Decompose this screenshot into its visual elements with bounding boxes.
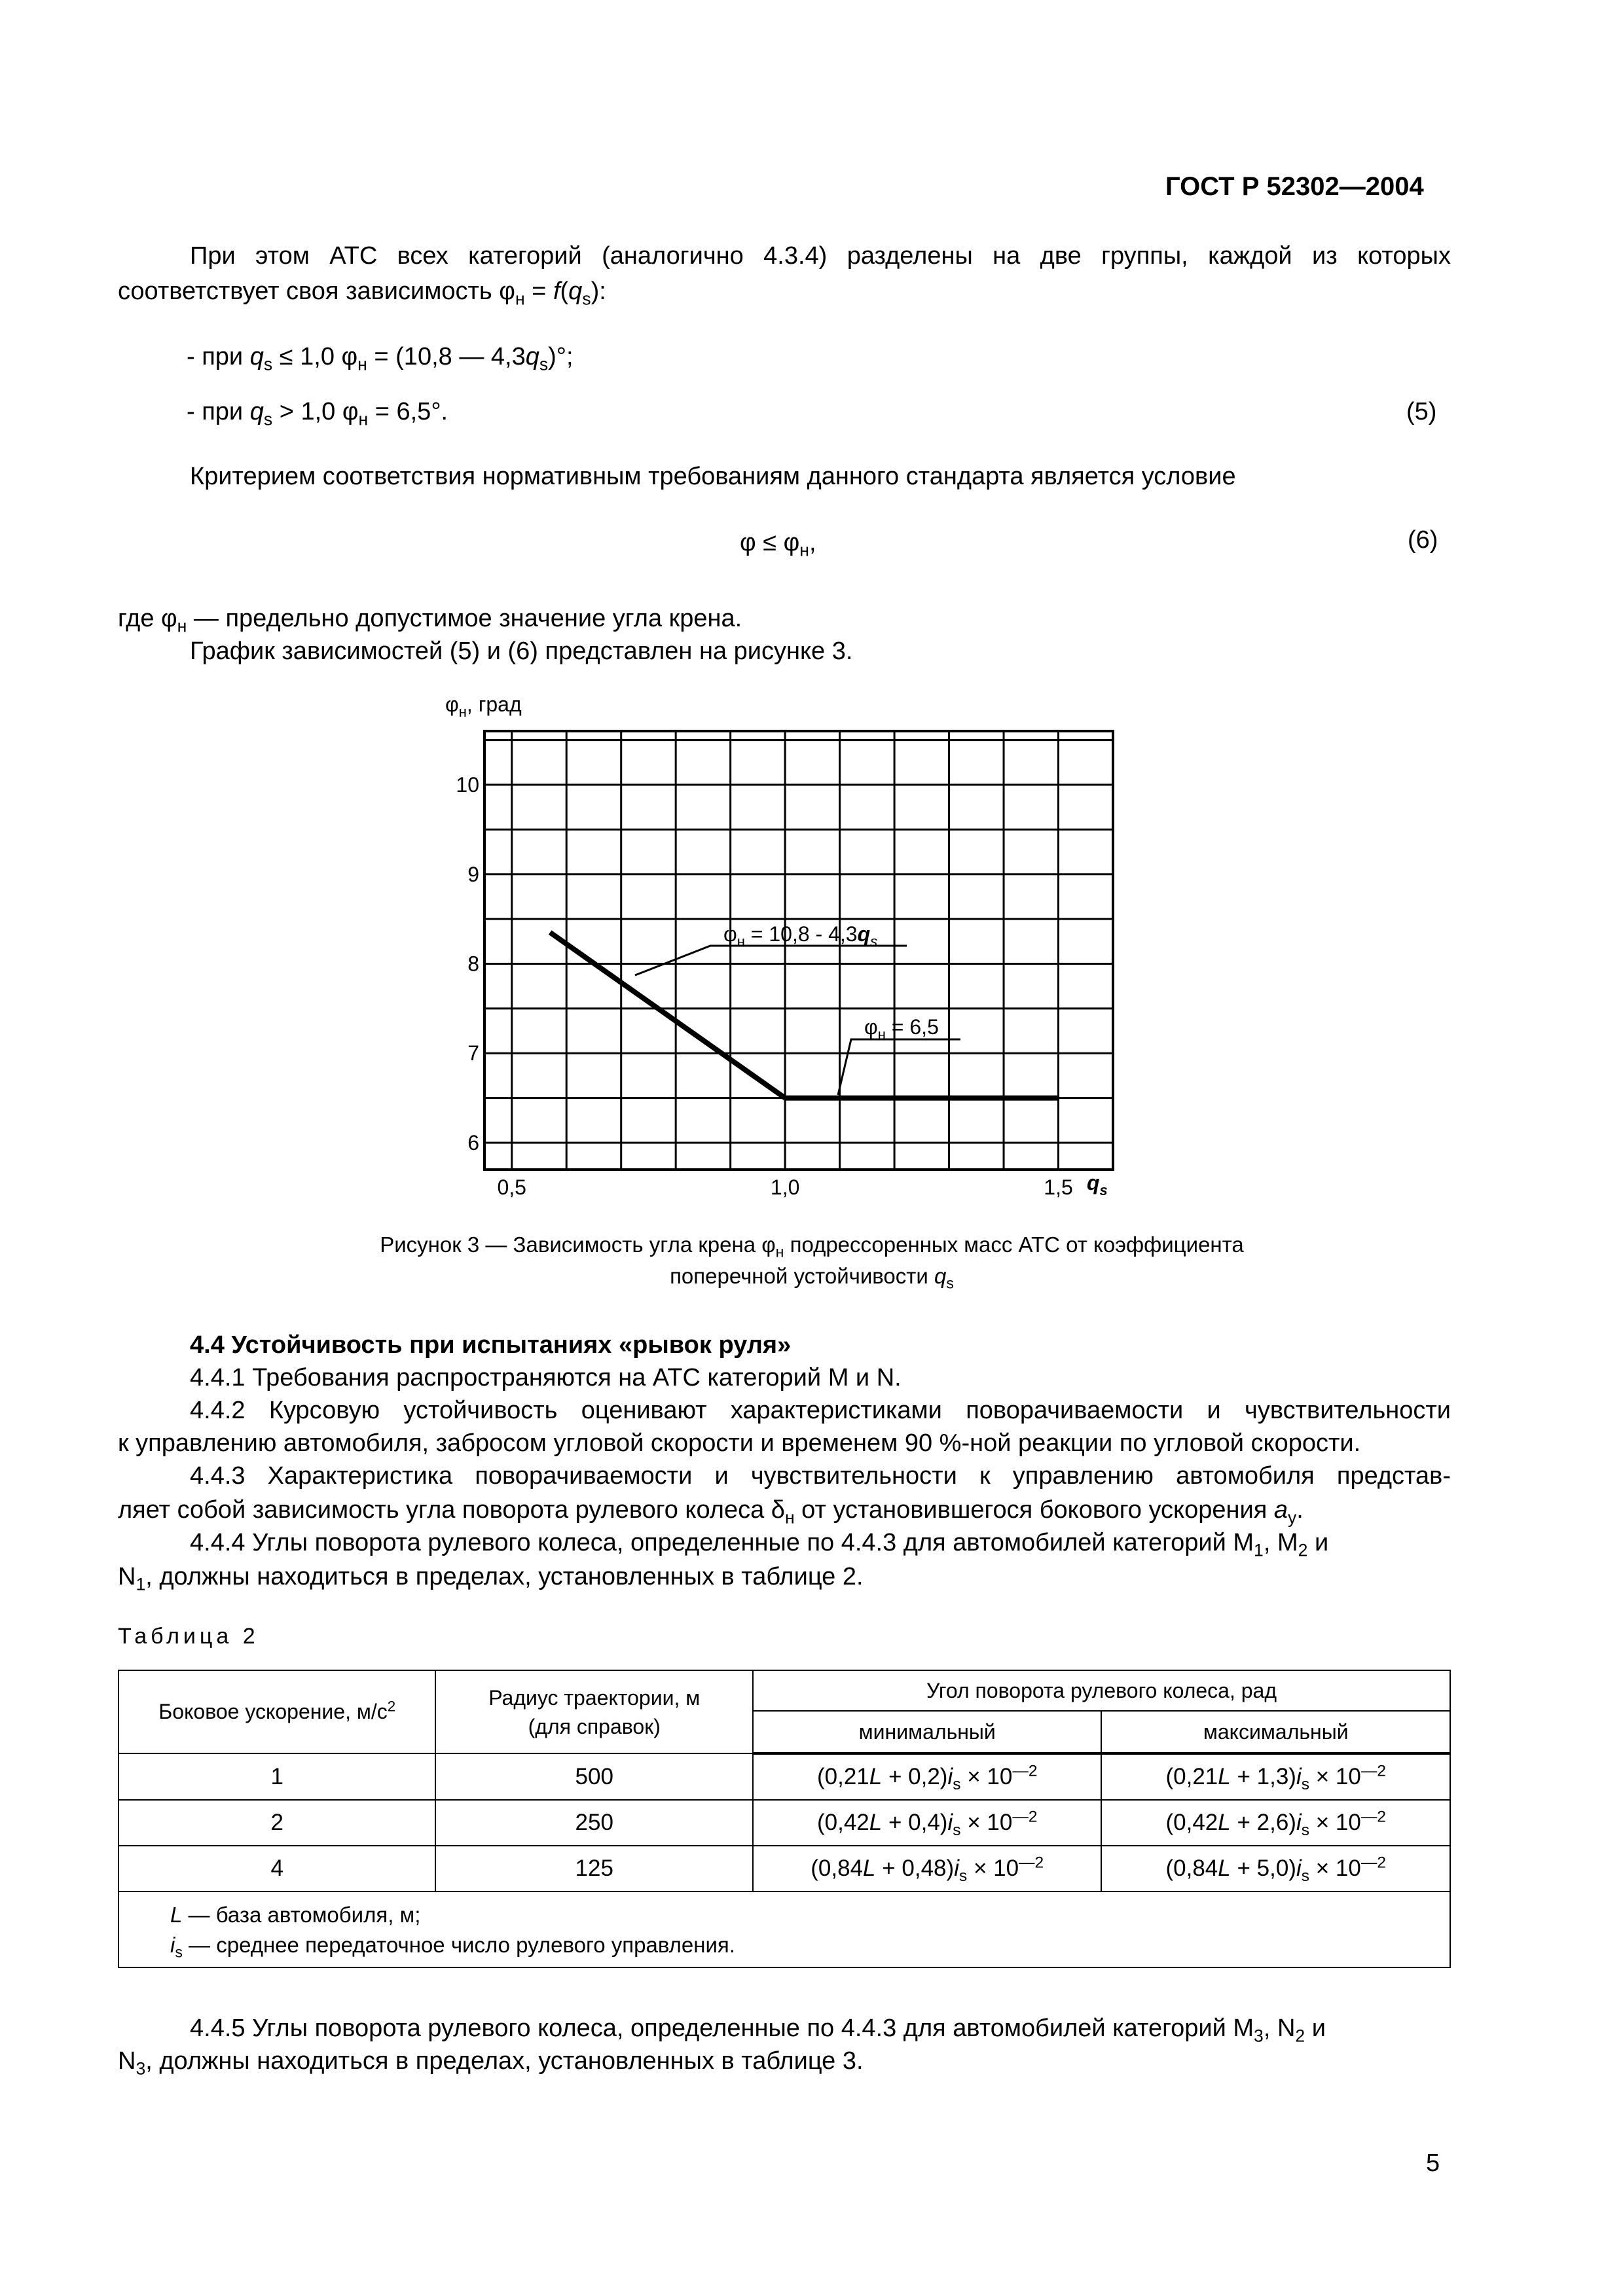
chart-ticks	[456, 773, 1072, 1199]
intro-line-2: соответствует своя зависимость $\varphi_н = f(q_s)$:	[118, 278, 606, 309]
cell-acceleration: 2	[119, 1800, 435, 1846]
x-axis-label: $q_s$	[1087, 1171, 1108, 1198]
series-label-1: $\varphi_н = 10,8 - 4,3q_s$	[723, 922, 878, 950]
table-row	[119, 1753, 1450, 1800]
paragraph-4-4-2-line-1: 4.4.2 Курсовую устойчивость оценивают характеристиками поворачиваемости и чувствительности	[190, 1397, 1451, 1424]
header-minimal: минимальный	[753, 1711, 1101, 1753]
figure-caption: Рисунок 3 — Зависимость угла крена $\varphi_н$ подрессоренных масс АТС от коэффициента поперечной устойчивости $q_s$	[380, 1232, 1244, 1292]
cell-minimal: $(0,84L + 0,48)i_s \times 10^{—2}$	[753, 1846, 1101, 1892]
cell-maximal: $(0,42L + 2,6)i_s \times 10^{—2}$	[1101, 1800, 1450, 1846]
paragraph-4-4-2-line-2: к управлению автомобиля, забросом угловой скорости и временем 90 %-ной реакции по угловой скорости.	[118, 1429, 1361, 1457]
formula-6: $\varphi \le \varphi_н$,	[740, 529, 816, 560]
cell-maximal: $(0,21L + 1,3)i_s \times 10^{—2}$	[1101, 1753, 1450, 1800]
series-line-1	[550, 933, 785, 1098]
condition-1: - при $q_s \le 1,0$ $\varphi_н = (10,8$ — $4,3q_s)^\circ$;	[187, 343, 574, 374]
table-row	[119, 1800, 1450, 1846]
equation-number-5: (5)	[1406, 398, 1437, 425]
condition-2: - при $q_s > 1,0$ $\varphi_н = 6,5^\circ$.	[187, 398, 448, 429]
table-2	[118, 1670, 1451, 1968]
paragraph-4-4-1: 4.4.1 Требования распространяются на АТС категорий М и N.	[190, 1364, 902, 1391]
paragraph-4-4-5-line-1: 4.4.5 Углы поворота рулевого колеса, определенные по 4.4.3 для автомобилей категорий $M_3$, $N_2$ и	[190, 2015, 1326, 2046]
cell-radius: 125	[435, 1846, 753, 1892]
cell-maximal: $(0,84L + 5,0)i_s \times 10^{—2}$	[1101, 1846, 1450, 1892]
x-tick-label: 0,5	[497, 1175, 526, 1199]
y-tick-label: 6	[467, 1130, 479, 1155]
header-maximal: максимальный	[1101, 1711, 1450, 1753]
label-leader-line-2	[838, 1039, 960, 1095]
where-text: где $\varphi_н$ — предельно допустимое значение угла крена.	[118, 605, 742, 636]
header-steering-angle: Угол поворота рулевого колеса, рад	[753, 1670, 1450, 1711]
paragraph-4-4-4-line-1: 4.4.4 Углы поворота рулевого колеса, определенные по 4.4.3 для автомобилей категорий $M_1$, $M_2$ и	[190, 1529, 1329, 1560]
page-number: 5	[1426, 2149, 1440, 2177]
document-code: ГОСТ Р 52302—2004	[1165, 172, 1424, 201]
y-axis-label: $\varphi_н$, град	[445, 692, 522, 720]
y-tick-label: 10	[456, 773, 479, 797]
header-trajectory-radius: Радиус траектории, м (для справок)	[435, 1670, 753, 1753]
y-tick-label: 8	[467, 952, 479, 976]
paragraph-4-4-3-line-1: 4.4.3 Характеристика поворачиваемости и чувствительности к управлению автомобиля представ-	[190, 1462, 1451, 1490]
series-label-2: $\varphi_н = 6,5$	[864, 1015, 939, 1043]
cell-acceleration: 4	[119, 1846, 435, 1892]
intro-line-1: При этом АТС всех категорий (аналогично 4.3.4) разделены на две группы, каждой из которых	[190, 242, 1451, 270]
y-tick-label: 7	[467, 1041, 479, 1066]
paragraph-4-4-4-line-2: $N_1$, должны находиться в пределах, установленных в таблице 2.	[118, 1563, 864, 1594]
table-row	[119, 1846, 1450, 1892]
y-tick-label: 9	[467, 862, 479, 886]
cell-minimal: $(0,21L + 0,2)i_s \times 10^{—2}$	[753, 1753, 1101, 1800]
paragraph-4-4-3-line-2: ляет собой зависимость угла поворота рулевого колеса $\delta_н$ от установившегося бокового ускорения $a_y$.	[118, 1496, 1304, 1528]
cell-minimal: $(0,42L + 0,4)i_s \times 10^{—2}$	[753, 1800, 1101, 1846]
section-title: 4.4 Устойчивость при испытаниях «рывок руля»	[190, 1331, 792, 1359]
cell-radius: 250	[435, 1800, 753, 1846]
x-tick-label: 1,5	[1044, 1175, 1073, 1199]
cell-acceleration: 1	[119, 1753, 435, 1800]
table-notes: L — база автомобиля, м; $i_s$ — среднее передаточное число рулевого управления.	[119, 1892, 1450, 1967]
chart-series	[550, 933, 1058, 1098]
x-tick-label: 1,0	[770, 1175, 800, 1199]
cell-radius: 500	[435, 1753, 753, 1800]
graph-reference: График зависимостей (5) и (6) представлен на рисунке 3.	[190, 637, 853, 665]
criterion-text: Критерием соответствия нормативным требованиям данного стандарта является условие	[190, 463, 1236, 490]
header-lateral-acceleration: Боковое ускорение, $м/с^2$	[119, 1670, 435, 1753]
paragraph-4-4-5-line-2: $N_3$, должны находиться в пределах, установленных в таблице 3.	[118, 2047, 864, 2079]
equation-number-6: (6)	[1408, 526, 1438, 554]
table-label: Таблица 2	[118, 1624, 259, 1649]
